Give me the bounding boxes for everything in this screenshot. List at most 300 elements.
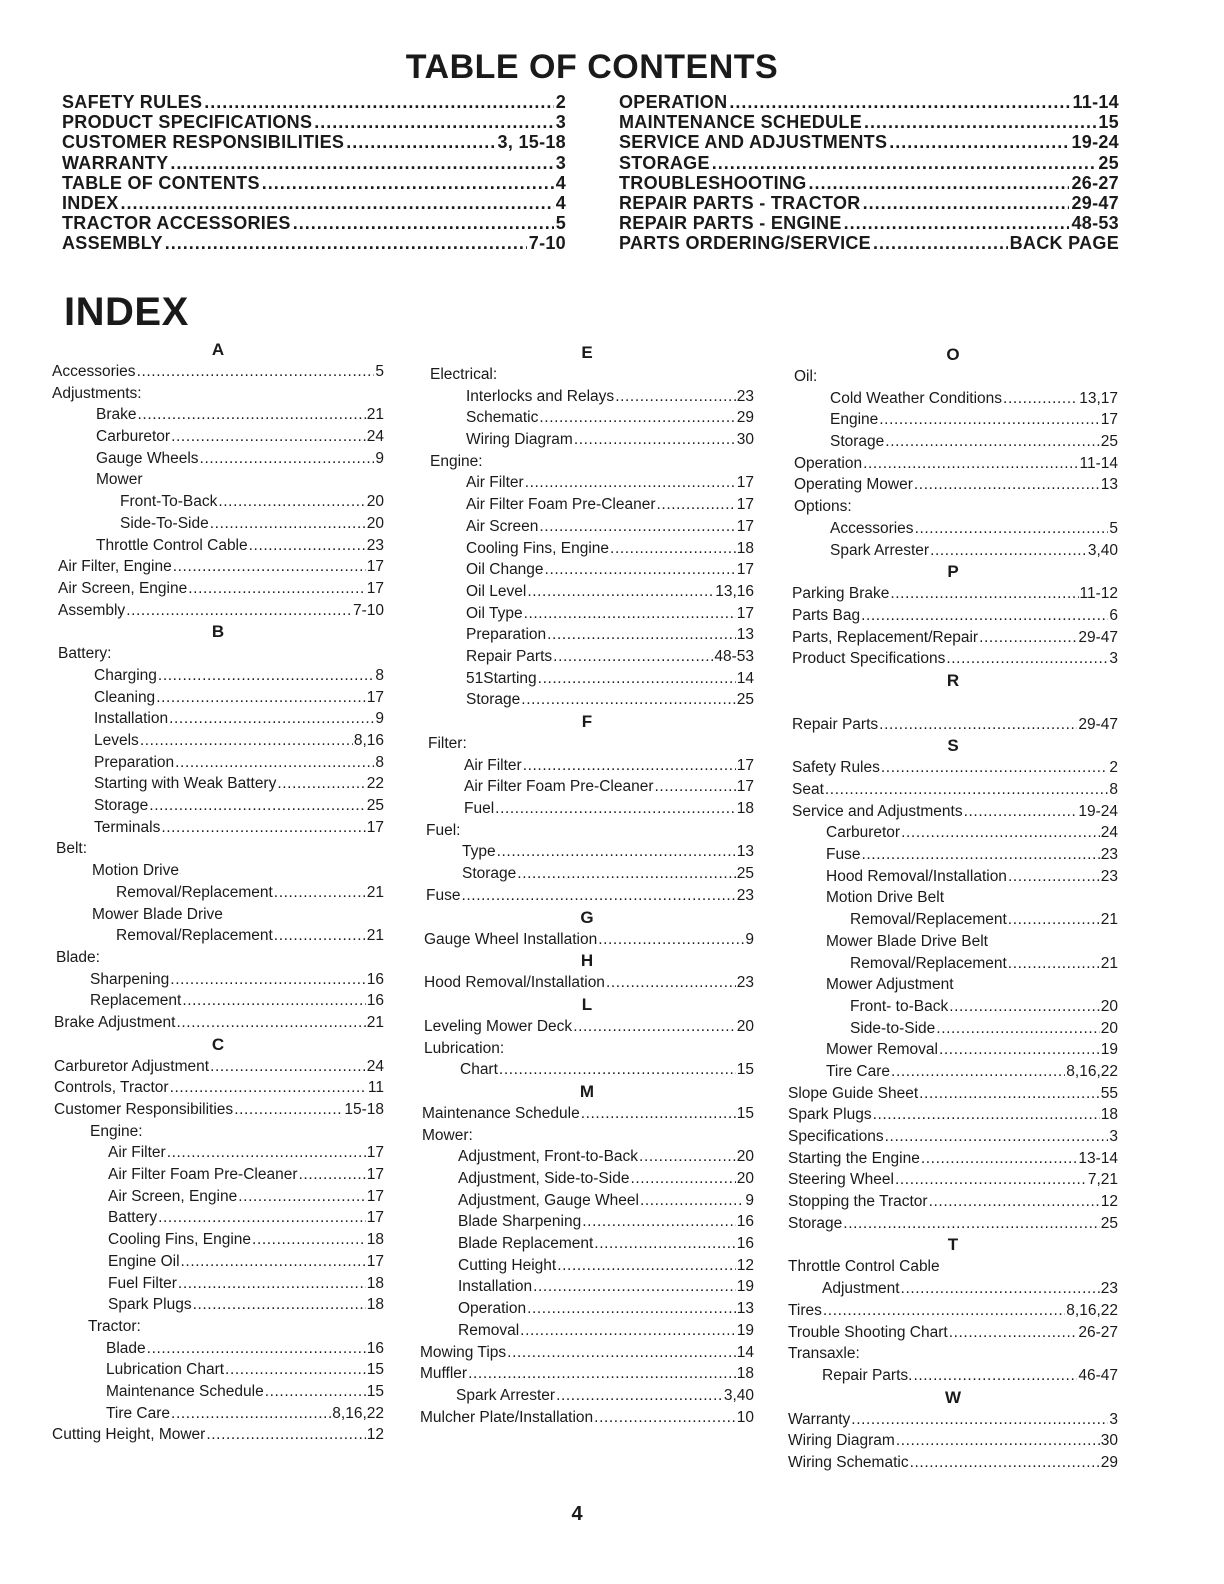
index-entry [52, 513, 384, 535]
index-letter-heading: O [946, 345, 960, 364]
entry-label: Seat [792, 781, 824, 798]
entry-label: Customer Responsibilities [54, 1101, 234, 1118]
entry-label: Oil Type [466, 604, 523, 622]
entry-page: 19 [1100, 1041, 1118, 1059]
entry-label: Terminals [94, 818, 161, 836]
entry-label: STORAGE [619, 152, 710, 173]
index-entry [788, 1365, 1118, 1387]
entry-page: 11-14 [1079, 454, 1118, 472]
entry-label: Air Filter Foam Pre-Cleaner [466, 496, 656, 514]
dot-leader [167, 1142, 366, 1164]
index-entry [788, 627, 1118, 649]
index-entry [52, 1056, 384, 1078]
toc-entry [619, 193, 1119, 213]
entry-page: 17 [366, 688, 384, 706]
entry-page: 29-47 [1078, 628, 1118, 646]
dot-leader [252, 1229, 366, 1251]
index-group-heading [52, 469, 384, 491]
index-entry [788, 453, 1118, 475]
index-entry [52, 1424, 384, 1446]
entry-label: Tires [788, 1301, 822, 1319]
entry-label: Warranty [788, 1410, 851, 1428]
entry-label: Battery [108, 1209, 158, 1227]
entry-page: 19 [736, 1278, 754, 1296]
index-group-heading [52, 838, 384, 860]
entry-page: 23 [736, 974, 754, 992]
entry-page: 21 [1100, 954, 1118, 972]
dot-leader [210, 513, 366, 535]
index-entry [52, 600, 384, 622]
dot-leader [218, 491, 365, 513]
index-column-2 [420, 342, 754, 1428]
toc-entry [619, 153, 1119, 173]
index-group-heading [788, 931, 1118, 953]
index-letter-heading: A [211, 340, 225, 359]
dot-leader [582, 1211, 736, 1233]
entry-page: 48-53 [714, 647, 754, 665]
index-entry [788, 388, 1118, 410]
entry-label: WARRANTY [62, 152, 169, 173]
entry-page: 8,16,22 [1066, 1062, 1118, 1080]
entry-label: Slope Guide Sheet [788, 1084, 919, 1102]
dot-leader [175, 752, 374, 774]
entry-label: Hood Removal/Installation [424, 974, 605, 992]
entry-page: 17 [366, 1144, 384, 1162]
dot-leader [879, 409, 1099, 431]
entry-page: 29-47 [1078, 715, 1118, 733]
entry-label: PARTS ORDERING/SERVICE [619, 233, 871, 254]
entry-page: 7-10 [528, 233, 566, 254]
entry-label: Levels [94, 732, 139, 749]
index-entry [420, 407, 754, 429]
entry-label: Front- to-Back [850, 997, 949, 1015]
entry-label: Accessories [830, 519, 914, 537]
entry-page: 21 [1100, 911, 1118, 929]
index-entry [788, 1104, 1118, 1126]
index-entry [420, 646, 754, 668]
index-entry [420, 1363, 754, 1385]
index-entry [788, 779, 1118, 801]
entry-page: 8 [375, 666, 384, 684]
entry-page: 3 [555, 152, 566, 173]
entry-label: Blade: [56, 948, 100, 966]
entry-page: 13,16 [715, 582, 754, 600]
entry-label: 51Starting [466, 669, 537, 687]
toc-entry [62, 112, 566, 132]
entry-label: Cutting Height, Mower [52, 1426, 206, 1444]
dot-leader [520, 1320, 736, 1342]
entry-label: PRODUCT SPECIFICATIONS [62, 112, 313, 133]
index-entry [52, 1273, 384, 1295]
entry-page: 2 [1109, 759, 1118, 777]
index-entry [788, 996, 1118, 1018]
entry-label: Wiring Diagram [788, 1432, 895, 1450]
entry-page: 5 [555, 213, 566, 234]
index-entry [52, 1142, 384, 1164]
index-entry [52, 1403, 384, 1425]
index-entry [52, 361, 384, 383]
index-group-heading [788, 366, 1118, 388]
entry-label: Maintenance Schedule [106, 1382, 264, 1400]
entry-page: 23 [736, 387, 754, 405]
entry-label: Wiring Schematic [788, 1453, 909, 1471]
entry-page: 17 [366, 579, 384, 597]
index-entry [52, 990, 384, 1012]
index-group-heading [52, 860, 384, 882]
entry-page: 15 [736, 1061, 754, 1079]
entry-label: SERVICE AND ADJUSTMENTS [619, 132, 888, 153]
entry-page: 17 [736, 474, 754, 492]
dot-leader [844, 213, 1070, 233]
entry-page: 48-53 [1071, 213, 1119, 234]
index-entry [420, 1168, 754, 1190]
entry-label: Starting with Weak Battery [94, 775, 277, 793]
entry-label: MAINTENANCE SCHEDULE [619, 112, 863, 133]
index-entry [420, 1407, 754, 1429]
entry-label: Preparation [94, 753, 175, 771]
index-group-heading [420, 1125, 754, 1147]
dot-leader [895, 1169, 1087, 1191]
dot-leader [158, 665, 374, 687]
dot-leader [729, 92, 1070, 112]
dot-leader [901, 822, 1100, 844]
entry-label: Installation [94, 710, 169, 728]
entry-page: 25 [1100, 1214, 1118, 1232]
index-entry [420, 581, 754, 603]
index-entry [788, 1018, 1118, 1040]
index-entry [420, 1146, 754, 1168]
entry-label: Stopping the Tractor [788, 1193, 928, 1211]
dot-leader [929, 1191, 1100, 1213]
index-entry [420, 516, 754, 538]
entry-label: Operation [794, 454, 863, 472]
index-entry [52, 535, 384, 557]
entry-label: TROUBLESHOOTING [619, 172, 807, 193]
entry-page: 17 [736, 496, 754, 514]
entry-label: Tire Care [106, 1404, 171, 1422]
dot-leader [919, 1083, 1100, 1105]
index-entry [420, 559, 754, 581]
index-entry [52, 1294, 384, 1316]
entry-label: Controls, Tractor [54, 1079, 169, 1097]
index-group-heading [788, 1343, 1118, 1365]
dot-leader [910, 1452, 1100, 1474]
entry-label: Lubrication: [424, 1039, 505, 1057]
entry-label: Adjustment, Front-to-Back [458, 1148, 639, 1166]
entry-page: 24 [366, 428, 384, 446]
dot-leader [293, 213, 554, 233]
dot-leader [949, 996, 1100, 1018]
entry-label: Removal/Replacement [850, 954, 1007, 972]
entry-label: Spark Plugs [788, 1106, 872, 1124]
entry-label: Accessories [52, 363, 136, 380]
entry-label: Air Filter Foam Pre-Cleaner [464, 778, 654, 796]
index-entry [420, 1059, 754, 1081]
entry-label: Tire Care [826, 1062, 891, 1080]
entry-page: 17 [736, 756, 754, 774]
dot-leader [885, 1126, 1109, 1148]
dot-leader [921, 1148, 1078, 1170]
index-letter-heading: R [946, 670, 960, 690]
index-letter-heading: E [581, 343, 593, 362]
entry-page: 13 [736, 626, 754, 644]
index-entry [420, 603, 754, 625]
entry-page: 25 [1100, 433, 1118, 451]
dot-leader [499, 1059, 736, 1081]
entry-label: Muffler [420, 1365, 468, 1383]
index-entry [420, 538, 754, 560]
entry-label: Safety Rules [792, 759, 880, 777]
entry-page: 5 [1109, 519, 1118, 537]
index-entry [52, 708, 384, 730]
entry-label: Wiring Diagram [466, 431, 573, 449]
dot-leader [527, 581, 714, 603]
dot-leader [936, 1018, 1099, 1040]
entry-page: 17 [366, 1252, 384, 1270]
entry-label: Repair Parts [792, 715, 879, 733]
dot-leader [225, 1359, 366, 1381]
entry-label: Air Filter Foam Pre-Cleaner [108, 1166, 298, 1184]
entry-label: Fuse [426, 886, 461, 904]
index-entry [788, 844, 1118, 866]
entry-page: 20 [366, 493, 384, 511]
entry-page: 23 [736, 886, 754, 904]
entry-page: 20 [736, 1017, 754, 1035]
entry-label: Trouble Shooting Chart [788, 1323, 948, 1341]
entry-page: 8,16,22 [1066, 1301, 1118, 1319]
entry-label: Engine: [430, 452, 483, 470]
entry-label: Carburetor [826, 824, 901, 842]
dot-leader [171, 426, 366, 448]
dot-leader [461, 885, 735, 907]
dot-leader [863, 193, 1070, 213]
dot-leader [630, 1168, 735, 1190]
entry-label: Storage [94, 797, 149, 815]
index-entry [52, 1012, 384, 1034]
index-entry [788, 1452, 1118, 1474]
entry-page: 20 [736, 1148, 754, 1166]
dot-leader [657, 494, 736, 516]
dot-leader [182, 990, 365, 1012]
dot-leader [497, 841, 736, 863]
dot-leader [873, 233, 1008, 253]
dot-leader [314, 112, 553, 132]
dot-leader [712, 153, 1097, 173]
entry-page: 16 [736, 1213, 754, 1231]
entry-page: 3,40 [1087, 541, 1118, 559]
entry-label: Mower [96, 471, 143, 489]
dot-leader [1003, 388, 1078, 410]
entry-page: 7-10 [352, 601, 384, 619]
entry-label: Engine Oil [108, 1252, 180, 1270]
dot-leader [939, 1039, 1100, 1061]
entry-page: 26-27 [1078, 1323, 1118, 1341]
dot-leader [861, 605, 1108, 627]
toc-entry [62, 92, 566, 112]
index-entry [420, 668, 754, 690]
entry-label: Filter: [428, 735, 467, 752]
dot-leader [299, 1164, 366, 1186]
index-entry [788, 1148, 1118, 1170]
entry-label: Removal [458, 1321, 520, 1339]
entry-page: 21 [366, 927, 384, 945]
dot-leader [573, 1016, 736, 1038]
dot-leader [234, 1099, 343, 1121]
entry-label: Oil Level [466, 582, 527, 600]
entry-label: Adjustment, Gauge Wheel [458, 1191, 639, 1209]
entry-page: 23 [1100, 867, 1118, 885]
dot-leader [915, 518, 1109, 540]
index-entry [788, 822, 1118, 844]
entry-page: 18 [366, 1274, 384, 1292]
entry-page: 29 [736, 409, 754, 427]
entry-label: SAFETY RULES [62, 92, 203, 112]
entry-label: Throttle Control Cable [788, 1258, 940, 1276]
index-entry [420, 1342, 754, 1364]
toc-entry [62, 233, 566, 253]
dot-leader [178, 1273, 366, 1295]
entry-page: 12 [366, 1426, 384, 1444]
index-group-heading [52, 383, 384, 405]
entry-label: Product Specifications [792, 650, 946, 668]
entry-page: 12 [1100, 1193, 1118, 1211]
index-letter-heading: C [211, 1034, 225, 1054]
index-entry [420, 472, 754, 494]
entry-label: Replacement [90, 992, 182, 1010]
entry-label: Air Screen, Engine [58, 579, 188, 597]
entry-label: Fuse [826, 846, 861, 864]
toc-left-column [62, 92, 566, 254]
entry-label: Starting the Engine [788, 1149, 920, 1167]
entry-label: Air Filter, Engine [58, 558, 172, 576]
dot-leader [206, 1424, 365, 1446]
dot-leader [210, 1056, 366, 1078]
entry-label: Brake [96, 406, 137, 424]
dot-leader [639, 1146, 736, 1168]
dot-leader [121, 193, 554, 213]
entry-label: Service and Adjustments [792, 802, 963, 820]
entry-page: 18 [736, 1365, 754, 1383]
index-entry [420, 1103, 754, 1125]
dot-leader [161, 817, 365, 839]
entry-page: 29 [1100, 1453, 1118, 1471]
entry-page: 13 [1100, 476, 1118, 494]
entry-page: 16 [366, 992, 384, 1010]
dot-leader [606, 972, 736, 994]
entry-page: BACK PAGE [1009, 233, 1119, 254]
index-entry [52, 687, 384, 709]
index-entry [52, 817, 384, 839]
entry-page: 23 [1100, 1280, 1118, 1298]
index-entry [52, 1229, 384, 1251]
index-letter-heading: S [947, 736, 959, 756]
index-letter-heading: M [579, 1081, 595, 1101]
entry-label: Interlocks and Relays [466, 387, 615, 405]
entry-page: 55 [1100, 1084, 1118, 1102]
entry-label: Front-To-Back [120, 493, 218, 511]
entry-page: 12 [736, 1256, 754, 1274]
entry-page: 25 [366, 797, 384, 815]
entry-label: REPAIR PARTS - TRACTOR [619, 193, 861, 214]
index-entry [788, 1409, 1118, 1431]
index-letter-heading: T [947, 1235, 959, 1255]
entry-label: Removal/Replacement [116, 927, 273, 945]
index-entry [52, 491, 384, 513]
entry-label: Type [462, 843, 496, 861]
entry-page: 17 [366, 1209, 384, 1227]
entry-page: 15 [366, 1382, 384, 1400]
entry-label: Adjustment, Side-to-Side [458, 1170, 630, 1187]
entry-label: Battery: [58, 645, 112, 663]
dot-leader [964, 801, 1078, 823]
entry-label: Storage [830, 433, 885, 451]
entry-label: Charging [94, 666, 157, 684]
entry-page: 13 [736, 1300, 754, 1318]
index-entry [52, 404, 384, 426]
entry-page: 46-47 [1078, 1366, 1118, 1384]
toc-entry [62, 213, 566, 233]
dot-leader [525, 472, 736, 494]
entry-page: 9 [745, 930, 754, 948]
entry-label: Air Filter [466, 474, 524, 492]
index-entry [788, 1169, 1118, 1191]
index-entry [420, 1211, 754, 1233]
dot-leader [468, 1363, 736, 1385]
index-group-heading [788, 1256, 1118, 1278]
entry-label: Parts Bag [792, 606, 861, 624]
entry-page: 20 [366, 514, 384, 532]
dot-leader [655, 776, 736, 798]
page-number: 4 [571, 1503, 583, 1525]
index-group-heading [52, 1316, 384, 1338]
index-entry [52, 448, 384, 470]
index-entry [788, 1430, 1118, 1452]
index-entry [788, 431, 1118, 453]
index-group-heading [788, 887, 1118, 909]
entry-page: 17 [366, 818, 384, 836]
dot-leader [949, 1322, 1078, 1344]
entry-label: Parts, Replacement/Repair [792, 628, 979, 646]
dot-leader [913, 1365, 1077, 1387]
index-entry [788, 1300, 1118, 1322]
entry-label: Air Filter [108, 1144, 166, 1162]
toc-entry [62, 132, 566, 152]
entry-label: Air Screen [466, 517, 539, 535]
entry-label: Side-To-Side [120, 514, 209, 532]
entry-page: 4 [555, 193, 566, 214]
dot-leader [825, 779, 1108, 801]
entry-page: 15 [366, 1361, 384, 1379]
entry-page: 13 [736, 843, 754, 861]
entry-page: 19-24 [1078, 802, 1118, 820]
entry-page: 24 [366, 1057, 384, 1075]
entry-page: 20 [1100, 997, 1118, 1015]
entry-page: 20 [1100, 1019, 1118, 1037]
index-column-1 [52, 339, 384, 1446]
dot-leader [521, 689, 735, 711]
entry-page: 25 [736, 691, 754, 709]
dot-leader [610, 538, 736, 560]
index-entry [420, 429, 754, 451]
entry-label: Carburetor Adjustment [54, 1057, 210, 1075]
entry-page: 11 [367, 1079, 384, 1097]
entry-label: Parking Brake [792, 585, 890, 603]
index-entry [788, 1322, 1118, 1344]
index-entry [52, 1077, 384, 1099]
entry-label: Blade [106, 1339, 146, 1357]
entry-page: 17 [736, 517, 754, 535]
entry-label: Steering Wheel [788, 1171, 894, 1189]
